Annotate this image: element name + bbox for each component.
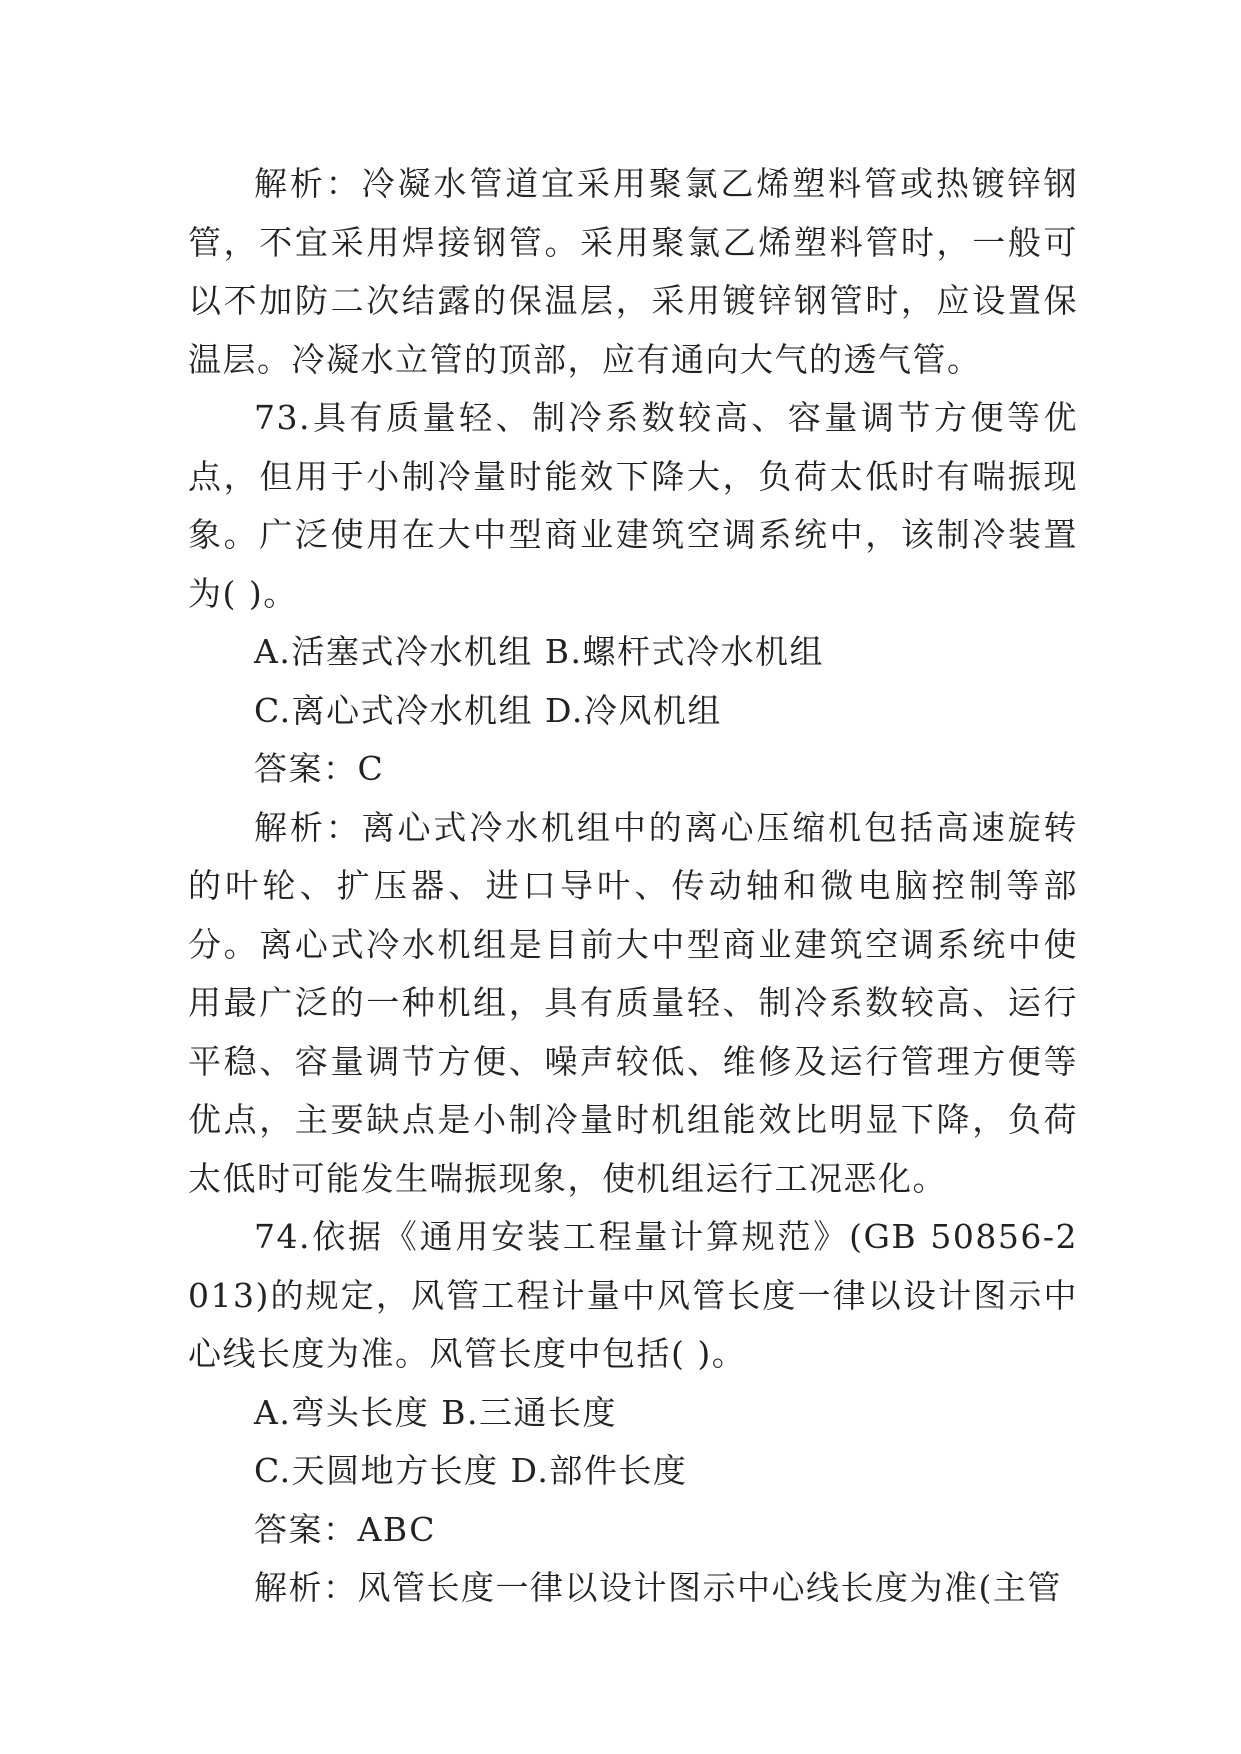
analysis-73: 解析：离心式冷水机组中的离心压缩机包括高速旋转的叶轮、扩压器、进口导叶、传动轴和微电脑控制等部分。离心式冷水机组是目前大中型商业建筑空调系统中使用最广泛的一种机组，具有质量轻、制冷系数较高、运行平稳、容量调节方便、噪声较低、维修及运行管理方便等优点，主要缺点是小制冷量时机组能效比明显下降，负荷太低时可能发生喘振现象，使机组运行工况恶化。 — [188, 807, 1078, 1198]
answer-74: 答案：ABC — [254, 1509, 436, 1549]
options-74-cd: C.天圆地方长度 D.部件长度 — [254, 1451, 688, 1490]
options-73-ab: A.活塞式冷水机组 B.螺杆式冷水机组 — [254, 632, 825, 671]
question-73: 73.具有质量轻、制冷系数较高、容量调节方便等优点，但用于小制冷量时能效下降大，负荷太低时有喘振现象。广泛使用在大中型商业建筑空调系统中，该制冷装置为( )。 — [188, 398, 1078, 613]
analysis-74: 解析：风管长度一律以设计图示中心线长度为准(主管 — [254, 1568, 1062, 1607]
options-74-ab: A.弯头长度 B.三通长度 — [254, 1392, 618, 1432]
analysis-72: 解析：冷凝水管道宜采用聚氯乙烯塑料管或热镀锌钢管，不宜采用焊接钢管。采用聚氯乙烯塑料管时，一般可以不加防二次结露的保温层，采用镀锌钢管时，应设置保温层。冷凝水立管的顶部，应有通向大气的透气管。 — [188, 164, 1078, 379]
page-content — [188, 155, 1078, 1618]
options-73-cd: C.离心式冷水机组 D.冷风机组 — [254, 690, 722, 730]
answer-73: 答案：C — [254, 749, 385, 788]
question-74: 74.依据《通用安装工程量计算规范》(GB 50856-2013)的规定，风管工程计量中风管长度一律以设计图示中心线长度为准。风管长度中包括( )。 — [188, 1217, 1078, 1373]
